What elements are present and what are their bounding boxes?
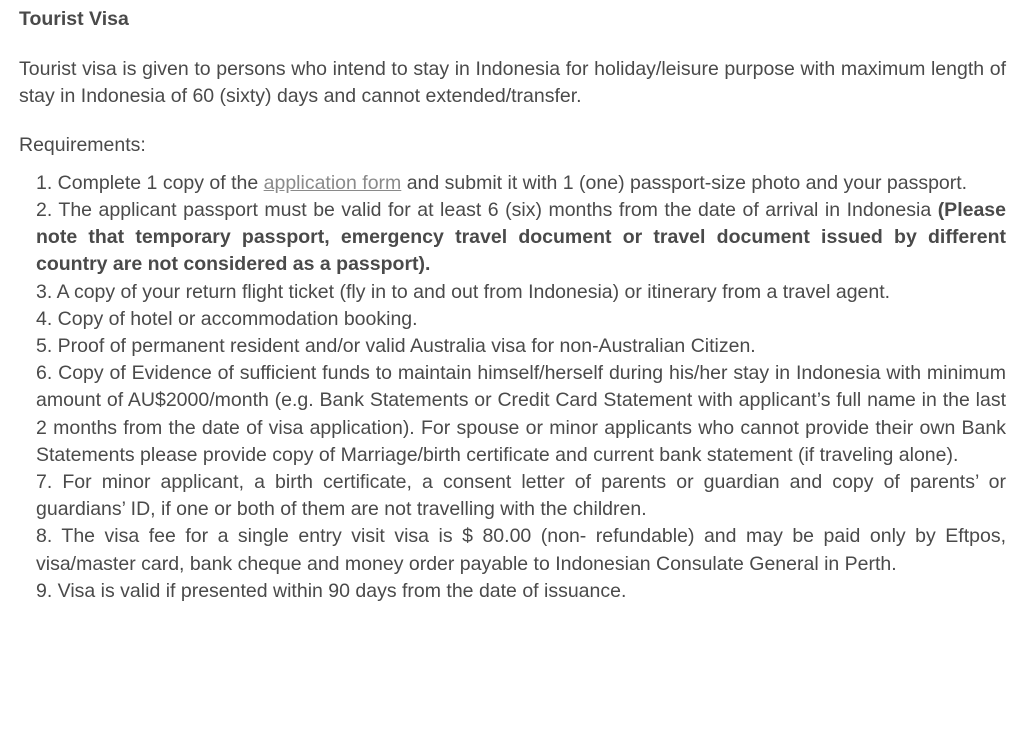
requirement-1-text: 1. Complete 1 copy of the (36, 171, 264, 194)
requirement-item-1 (36, 170, 1006, 197)
requirement-item-4: 4. Copy of hotel or accommodation booking. (36, 307, 418, 330)
requirements-list (19, 170, 1006, 605)
requirement-item-8: 8. The visa fee for a single entry visit visa is $ 80.00 (non- refundable) and may be paid only by Eftpos, visa/master card, bank cheque and money order payable to Indonesian Consulate General in Perth. (36, 525, 1006, 575)
requirement-2-text: 2. The applicant passport must be valid for at least 6 (six) months from the date of arrival in Indonesia (36, 199, 938, 222)
requirement-1-text-end: and submit it with 1 (one) passport-size photo and your passport. (401, 171, 968, 194)
application-form-link[interactable]: application form (263, 171, 402, 194)
requirement-item-5: 5. Proof of permanent resident and/or valid Australia visa for non-Australian Citizen. (36, 335, 756, 358)
requirement-item-7: 7. For minor applicant, a birth certificate, a consent letter of parents or guardian and copy of parents’ or guardians’ ID, if one or both of them are not travelling with the children. (36, 471, 1006, 521)
requirements-heading: Requirements: (19, 133, 146, 156)
requirement-item-6: 6. Copy of Evidence of sufficient funds to maintain himself/herself during his/her stay in Indonesia with minimum amount of AU$2000/month (e.g. Bank Statements or Credit Card Statement with applicant’s full name in the last 2 months from the date of visa application). For spouse or minor applicants who cannot provide their own Bank Statements please provide copy of Marriage/birth certificate and current bank statement (if traveling alone). (36, 362, 1006, 466)
passport-note: (Please note that temporary passport, emergency travel document or travel document issued by different country are not considered as a passport). (36, 199, 1006, 276)
requirement-item-9: 9. Visa is valid if presented within 90 days from the date of issuance. (36, 579, 627, 602)
requirement-item-2 (36, 197, 1006, 279)
requirement-item-3: 3. A copy of your return flight ticket (fly in to and out from Indonesia) or itinerary from a travel agent. (36, 280, 891, 303)
intro-paragraph: Tourist visa is given to persons who intend to stay in Indonesia for holiday/leisure purpose with maximum length of stay in Indonesia of 60 (sixty) days and cannot extended/transfer. (19, 58, 1006, 108)
page-title: Tourist Visa (19, 8, 129, 30)
